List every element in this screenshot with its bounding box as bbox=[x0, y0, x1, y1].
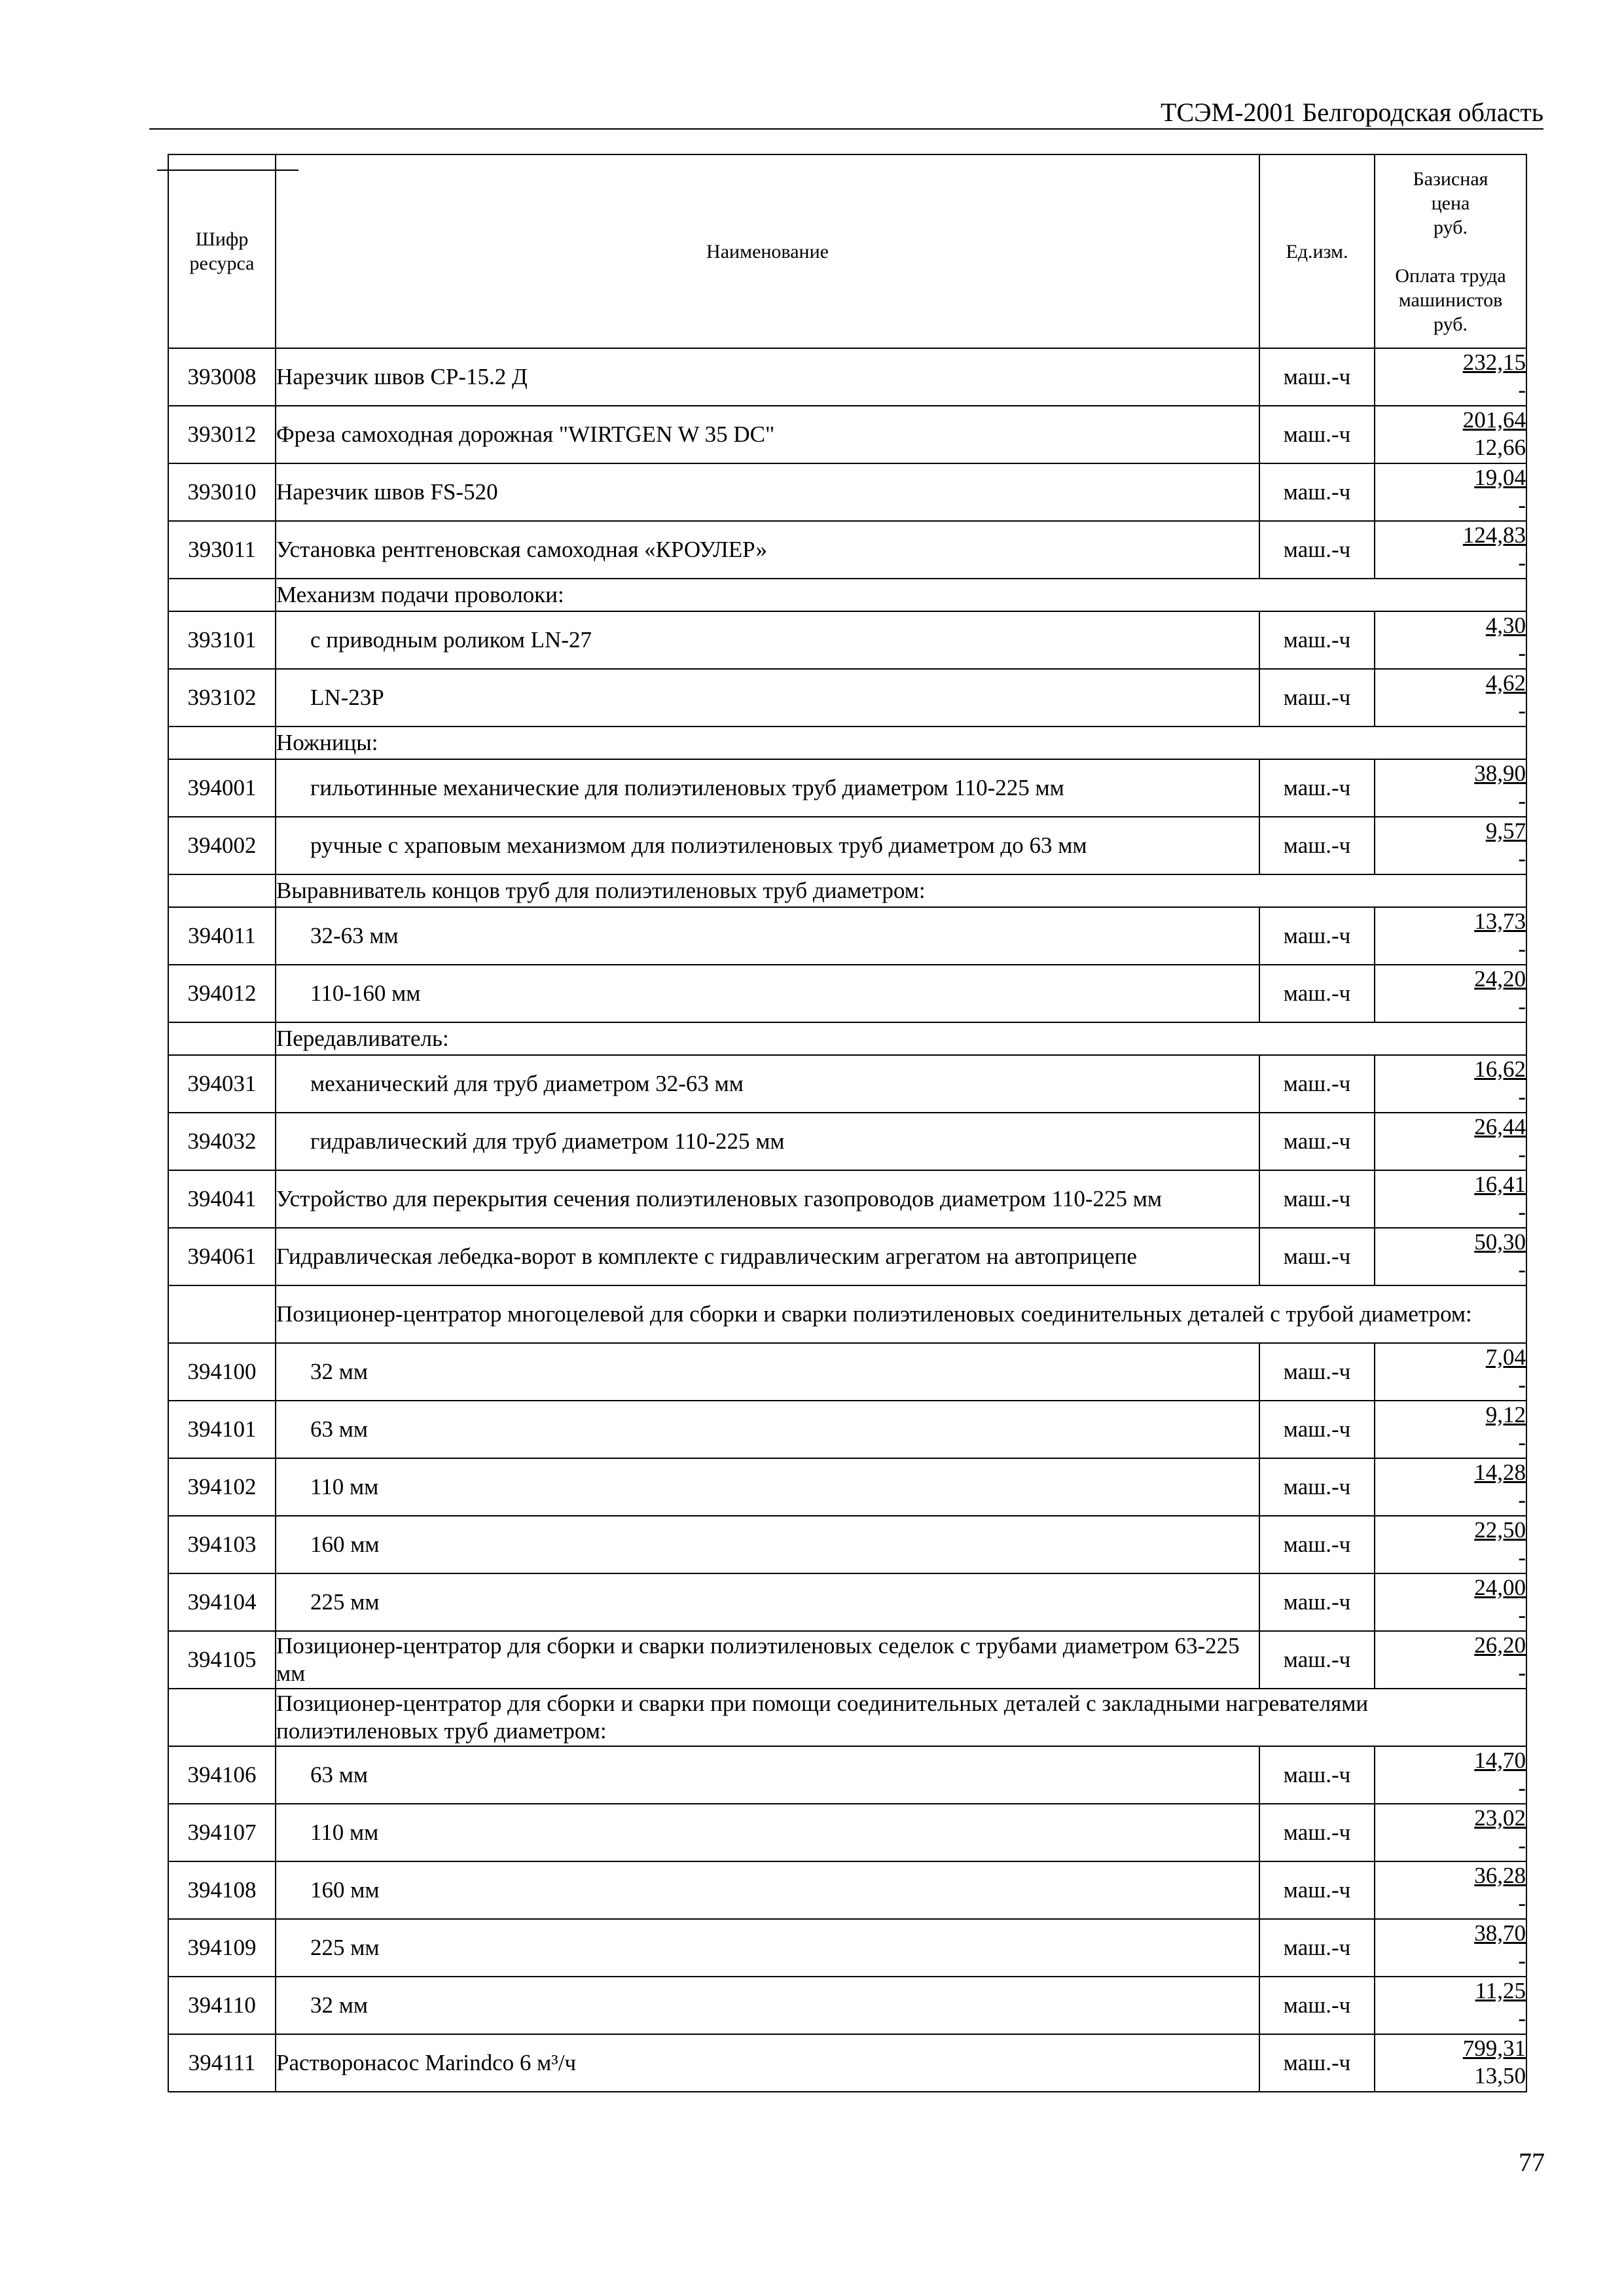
group-code-cell bbox=[168, 874, 276, 907]
resource-unit: маш.-ч bbox=[1259, 1861, 1375, 1919]
table-row bbox=[168, 759, 1526, 817]
resource-unit: маш.-ч bbox=[1259, 1055, 1375, 1113]
operator-wage: - bbox=[1518, 1602, 1526, 1628]
resource-unit: маш.-ч bbox=[1259, 1977, 1375, 2034]
price-cell bbox=[1375, 965, 1526, 1022]
resource-name: Гидравлическая лебедка-ворот в комплекте с гидравлическим агрегатом на автоприцепе bbox=[276, 1228, 1259, 1285]
resource-code: 394110 bbox=[168, 1977, 276, 2034]
table-row bbox=[168, 611, 1526, 669]
table-header-row bbox=[168, 154, 1526, 348]
resource-name: Растворонасос Marindco 6 м³/ч bbox=[276, 2034, 1259, 2092]
operator-wage: 13,50 bbox=[1474, 2063, 1526, 2089]
operator-wage: - bbox=[1518, 1199, 1526, 1225]
resource-code: 393012 bbox=[168, 406, 276, 463]
resource-unit: маш.-ч bbox=[1259, 1170, 1375, 1228]
operator-wage: - bbox=[1518, 1487, 1526, 1513]
price-cell bbox=[1375, 759, 1526, 817]
resource-name: 32 мм bbox=[276, 1343, 1259, 1401]
price-cell bbox=[1375, 1228, 1526, 1285]
resource-name: Нарезчик швов FS-520 bbox=[276, 463, 1259, 521]
resource-code: 393101 bbox=[168, 611, 276, 669]
price-cell bbox=[1375, 669, 1526, 726]
resource-unit: маш.-ч bbox=[1259, 521, 1375, 579]
price-cell bbox=[1375, 1919, 1526, 1977]
base-price: 4,30 bbox=[1485, 613, 1526, 638]
resource-code: 394109 bbox=[168, 1919, 276, 1977]
group-header-row bbox=[168, 1285, 1526, 1343]
base-price: 16,41 bbox=[1474, 1172, 1526, 1197]
header-unit: Ед.изм. bbox=[1259, 154, 1375, 348]
resource-table bbox=[168, 154, 1527, 2092]
resource-name: 110 мм bbox=[276, 1458, 1259, 1516]
base-price: 14,28 bbox=[1474, 1460, 1526, 1485]
table-row bbox=[168, 1055, 1526, 1113]
resource-unit: маш.-ч bbox=[1259, 1228, 1375, 1285]
price-cell bbox=[1375, 1746, 1526, 1804]
price-cell bbox=[1375, 1401, 1526, 1458]
resource-unit: маш.-ч bbox=[1259, 1804, 1375, 1861]
resource-name: ручные с храповым механизмом для полиэтиленовых труб диаметром до 63 мм bbox=[276, 817, 1259, 874]
operator-wage: - bbox=[1518, 550, 1526, 575]
price-cell bbox=[1375, 521, 1526, 579]
resource-unit: маш.-ч bbox=[1259, 463, 1375, 521]
price-cell bbox=[1375, 1343, 1526, 1401]
operator-wage: - bbox=[1518, 1429, 1526, 1455]
base-price: 24,00 bbox=[1474, 1575, 1526, 1600]
operator-wage: - bbox=[1518, 1948, 1526, 1973]
resource-code: 393008 bbox=[168, 348, 276, 406]
resource-name: 110-160 мм bbox=[276, 965, 1259, 1022]
table-row bbox=[168, 521, 1526, 579]
base-price: 9,12 bbox=[1485, 1402, 1526, 1427]
table-row bbox=[168, 1516, 1526, 1573]
resource-name: с приводным роликом LN-27 bbox=[276, 611, 1259, 669]
base-price: 9,57 bbox=[1485, 818, 1526, 844]
group-title: Позиционер-центратор многоцелевой для сборки и сварки полиэтиленовых соединительных деталей с трубой диаметром: bbox=[276, 1285, 1526, 1343]
price-cell bbox=[1375, 907, 1526, 965]
resource-code: 393102 bbox=[168, 669, 276, 726]
resource-name: 63 мм bbox=[276, 1401, 1259, 1458]
group-title: Ножницы: bbox=[276, 726, 1526, 759]
table-row bbox=[168, 1631, 1526, 1689]
base-price: 22,50 bbox=[1474, 1517, 1526, 1543]
resource-code: 394103 bbox=[168, 1516, 276, 1573]
table-row bbox=[168, 1977, 1526, 2034]
table-row bbox=[168, 1170, 1526, 1228]
base-price: 23,02 bbox=[1474, 1805, 1526, 1831]
header-code: Шифр ресурса bbox=[168, 154, 276, 348]
resource-unit: маш.-ч bbox=[1259, 1631, 1375, 1689]
resource-unit: маш.-ч bbox=[1259, 1919, 1375, 1977]
resource-code: 393011 bbox=[168, 521, 276, 579]
table-row bbox=[168, 1804, 1526, 1861]
table-row bbox=[168, 1746, 1526, 1804]
base-price: 7,04 bbox=[1485, 1344, 1526, 1370]
resource-code: 394032 bbox=[168, 1113, 276, 1170]
table-row bbox=[168, 463, 1526, 521]
header-rule bbox=[149, 128, 1543, 130]
base-price: 4,62 bbox=[1485, 670, 1526, 696]
group-header-row bbox=[168, 1689, 1526, 1746]
table-row bbox=[168, 1861, 1526, 1919]
table-row bbox=[168, 1228, 1526, 1285]
table-row bbox=[168, 1113, 1526, 1170]
operator-wage: - bbox=[1518, 1545, 1526, 1570]
header-name: Наименование bbox=[276, 154, 1259, 348]
table-body bbox=[168, 348, 1526, 2092]
resource-name: 63 мм bbox=[276, 1746, 1259, 1804]
table-row bbox=[168, 1458, 1526, 1516]
operator-wage: - bbox=[1518, 788, 1526, 814]
operator-wage: - bbox=[1518, 1660, 1526, 1685]
table-row bbox=[168, 965, 1526, 1022]
price-cell bbox=[1375, 1573, 1526, 1631]
operator-wage: - bbox=[1518, 1775, 1526, 1801]
group-title: Позиционер-центратор для сборки и сварки при помощи соединительных деталей с закладными нагревателями полиэтиленовых труб диаметром: bbox=[276, 1689, 1526, 1746]
base-price: 24,20 bbox=[1474, 966, 1526, 992]
resource-unit: маш.-ч bbox=[1259, 406, 1375, 463]
operator-wage: - bbox=[1518, 1084, 1526, 1109]
resource-code: 394106 bbox=[168, 1746, 276, 1804]
price-cell bbox=[1375, 348, 1526, 406]
base-price: 201,64 bbox=[1462, 407, 1526, 433]
resource-name: механический для труб диаметром 32-63 мм bbox=[276, 1055, 1259, 1113]
price-cell bbox=[1375, 1170, 1526, 1228]
group-code-cell bbox=[168, 1285, 276, 1343]
operator-wage: - bbox=[1518, 1372, 1526, 1397]
table-row bbox=[168, 817, 1526, 874]
operator-wage: 12,66 bbox=[1474, 435, 1526, 460]
running-header-title: ТСЭМ-2001 Белгородская область bbox=[1161, 98, 1543, 127]
base-price: 16,62 bbox=[1474, 1056, 1526, 1082]
resource-unit: маш.-ч bbox=[1259, 817, 1375, 874]
resource-code: 394011 bbox=[168, 907, 276, 965]
operator-wage: - bbox=[1518, 1833, 1526, 1858]
group-title: Выравниватель концов труб для полиэтиленовых труб диаметром: bbox=[276, 874, 1526, 907]
resource-unit: маш.-ч bbox=[1259, 1746, 1375, 1804]
resource-unit: маш.-ч bbox=[1259, 1573, 1375, 1631]
operator-wage: - bbox=[1518, 377, 1526, 403]
price-cell bbox=[1375, 1458, 1526, 1516]
resource-unit: маш.-ч bbox=[1259, 1458, 1375, 1516]
base-price: 13,73 bbox=[1474, 908, 1526, 934]
table-row bbox=[168, 907, 1526, 965]
operator-wage: - bbox=[1518, 2005, 1526, 2031]
resource-unit: маш.-ч bbox=[1259, 1113, 1375, 1170]
resource-code: 394100 bbox=[168, 1343, 276, 1401]
base-price: 232,15 bbox=[1462, 350, 1526, 375]
resource-name: гидравлический для труб диаметром 110-225 мм bbox=[276, 1113, 1259, 1170]
operator-wage: - bbox=[1518, 846, 1526, 871]
resource-code: 394041 bbox=[168, 1170, 276, 1228]
price-cell bbox=[1375, 2034, 1526, 2092]
resource-name: 225 мм bbox=[276, 1573, 1259, 1631]
operator-wage: - bbox=[1518, 492, 1526, 518]
resource-name: 160 мм bbox=[276, 1861, 1259, 1919]
resource-name: 32 мм bbox=[276, 1977, 1259, 2034]
operator-wage: - bbox=[1518, 1257, 1526, 1282]
table-row bbox=[168, 1919, 1526, 1977]
operator-wage: - bbox=[1518, 1890, 1526, 1916]
group-header-row bbox=[168, 579, 1526, 611]
resource-unit: маш.-ч bbox=[1259, 611, 1375, 669]
group-code-cell bbox=[168, 1022, 276, 1055]
base-price: 36,28 bbox=[1474, 1863, 1526, 1888]
resource-name: 110 мм bbox=[276, 1804, 1259, 1861]
resource-code: 394107 bbox=[168, 1804, 276, 1861]
operator-wage: - bbox=[1518, 1141, 1526, 1167]
resource-code: 394061 bbox=[168, 1228, 276, 1285]
group-title: Передавливатель: bbox=[276, 1022, 1526, 1055]
table-row bbox=[168, 348, 1526, 406]
resource-name: Фреза самоходная дорожная "WIRTGEN W 35 DC" bbox=[276, 406, 1259, 463]
resource-code: 394102 bbox=[168, 1458, 276, 1516]
resource-code: 394108 bbox=[168, 1861, 276, 1919]
table-row bbox=[168, 406, 1526, 463]
price-cell bbox=[1375, 463, 1526, 521]
price-cell bbox=[1375, 406, 1526, 463]
resource-unit: маш.-ч bbox=[1259, 1516, 1375, 1573]
group-header-row bbox=[168, 1022, 1526, 1055]
price-cell bbox=[1375, 817, 1526, 874]
table-row bbox=[168, 2034, 1526, 2092]
base-price: 26,44 bbox=[1474, 1114, 1526, 1139]
operator-wage: - bbox=[1518, 640, 1526, 666]
resource-unit: маш.-ч bbox=[1259, 1401, 1375, 1458]
resource-name: Нарезчик швов CP-15.2 Д bbox=[276, 348, 1259, 406]
operator-wage: - bbox=[1518, 936, 1526, 961]
resource-code: 394111 bbox=[168, 2034, 276, 2092]
resource-unit: маш.-ч bbox=[1259, 2034, 1375, 2092]
price-cell bbox=[1375, 1113, 1526, 1170]
base-price: 11,25 bbox=[1475, 1978, 1526, 2003]
resource-unit: маш.-ч bbox=[1259, 669, 1375, 726]
base-price: 124,83 bbox=[1462, 522, 1526, 548]
group-title: Механизм подачи проволоки: bbox=[276, 579, 1526, 611]
base-price: 50,30 bbox=[1474, 1229, 1526, 1255]
resource-unit: маш.-ч bbox=[1259, 965, 1375, 1022]
resource-code: 394002 bbox=[168, 817, 276, 874]
base-price: 14,70 bbox=[1474, 1748, 1526, 1773]
resource-unit: маш.-ч bbox=[1259, 348, 1375, 406]
resource-name: гильотинные механические для полиэтиленовых труб диаметром 110-225 мм bbox=[276, 759, 1259, 817]
resource-code: 394105 bbox=[168, 1631, 276, 1689]
price-cell bbox=[1375, 1861, 1526, 1919]
group-header-row bbox=[168, 874, 1526, 907]
group-code-cell bbox=[168, 1689, 276, 1746]
group-code-cell bbox=[168, 579, 276, 611]
table-row bbox=[168, 669, 1526, 726]
base-price: 19,04 bbox=[1474, 465, 1526, 490]
resource-name: LN-23P bbox=[276, 669, 1259, 726]
resource-code: 394101 bbox=[168, 1401, 276, 1458]
price-cell bbox=[1375, 1631, 1526, 1689]
resource-code: 393010 bbox=[168, 463, 276, 521]
base-price: 799,31 bbox=[1462, 2036, 1526, 2061]
operator-wage: - bbox=[1518, 698, 1526, 723]
table-row bbox=[168, 1573, 1526, 1631]
resource-name: 160 мм bbox=[276, 1516, 1259, 1573]
resource-code: 394031 bbox=[168, 1055, 276, 1113]
price-cell bbox=[1375, 1055, 1526, 1113]
resource-name: 225 мм bbox=[276, 1919, 1259, 1977]
resource-name: Устройство для перекрытия сечения полиэтиленовых газопроводов диаметром 110-225 мм bbox=[276, 1170, 1259, 1228]
base-price: 38,70 bbox=[1474, 1920, 1526, 1946]
base-price: 38,90 bbox=[1474, 761, 1526, 786]
price-cell bbox=[1375, 1804, 1526, 1861]
resource-unit: маш.-ч bbox=[1259, 907, 1375, 965]
resource-name: 32-63 мм bbox=[276, 907, 1259, 965]
resource-unit: маш.-ч bbox=[1259, 1343, 1375, 1401]
group-header-row bbox=[168, 726, 1526, 759]
resource-name: Установка рентгеновская самоходная «КРОУЛЕР» bbox=[276, 521, 1259, 579]
page-number: 77 bbox=[1519, 2147, 1545, 2177]
price-cell bbox=[1375, 1516, 1526, 1573]
header-price: Базисная цена руб. Оплата труда машинистов руб. bbox=[1375, 154, 1526, 348]
resource-unit: маш.-ч bbox=[1259, 759, 1375, 817]
group-code-cell bbox=[168, 726, 276, 759]
resource-code: 394001 bbox=[168, 759, 276, 817]
price-cell bbox=[1375, 611, 1526, 669]
resource-code: 394104 bbox=[168, 1573, 276, 1631]
base-price: 26,20 bbox=[1474, 1632, 1526, 1658]
table-row bbox=[168, 1401, 1526, 1458]
resource-code: 394012 bbox=[168, 965, 276, 1022]
resource-name: Позиционер-центратор для сборки и сварки полиэтиленовых седелок с трубами диаметром 63-225 мм bbox=[276, 1631, 1259, 1689]
table-row bbox=[168, 1343, 1526, 1401]
operator-wage: - bbox=[1518, 994, 1526, 1019]
price-cell bbox=[1375, 1977, 1526, 2034]
